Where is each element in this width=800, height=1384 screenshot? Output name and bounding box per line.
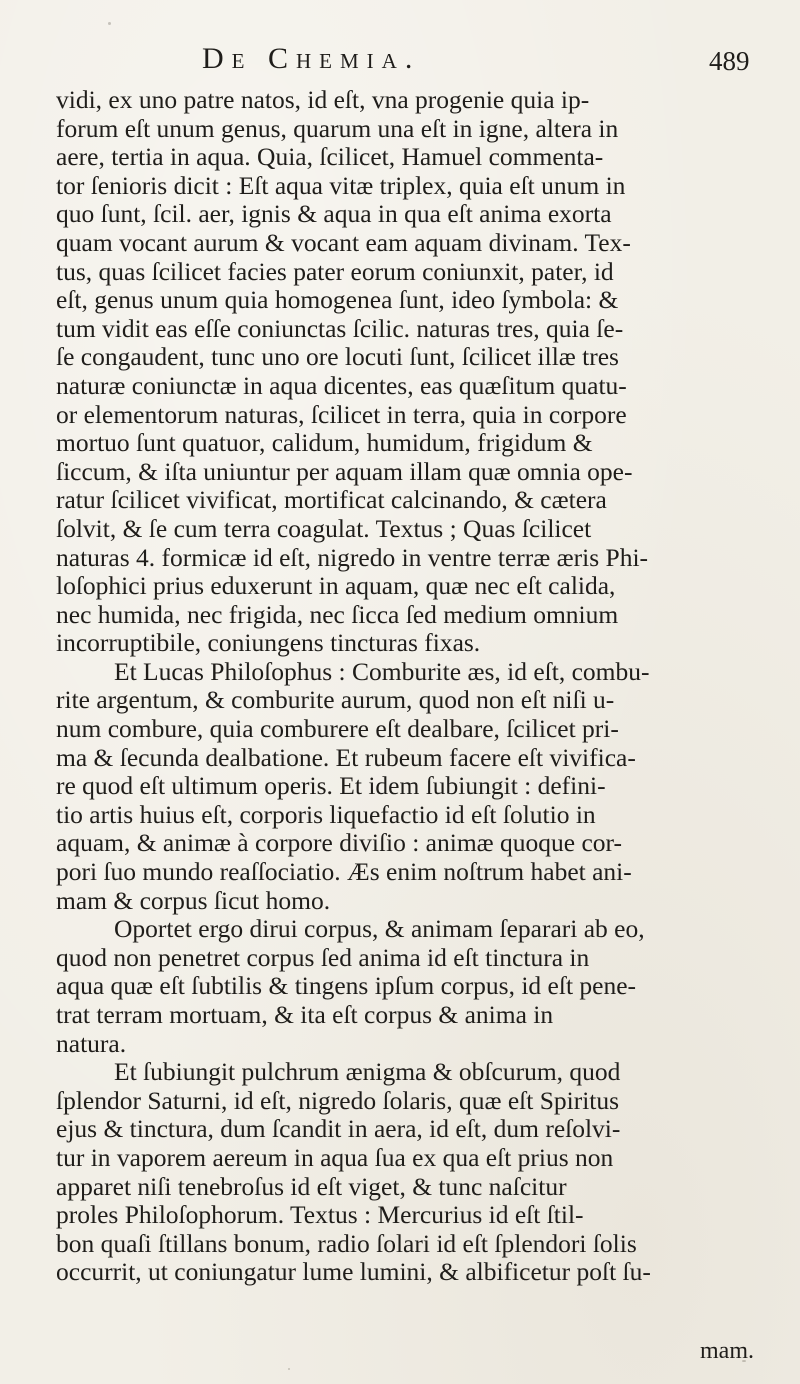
text-line: forum eſt unum genus, quarum una eſt in igne, altera in xyxy=(56,113,619,143)
text-line: mortuo ſunt quatuor, calidum, humidum, frigidum & xyxy=(56,428,593,458)
running-title: De Chemia. xyxy=(202,42,421,75)
text-line: occurrit, ut coniungatur lume lumini, & albificetur poſt ſu- xyxy=(56,1257,651,1287)
text-line: proles Philoſophorum. Textus : Mercurius id eſt ſtil- xyxy=(56,1200,584,1230)
text-line: re quod eſt ultimum operis. Et idem ſubiungit : defini- xyxy=(56,771,606,801)
text-line: aquam, & animæ à corpore diviſio : animæ quoque cor- xyxy=(56,828,623,858)
text-line: tum vidit eas eſſe coniunctas ſcilic. naturas tres, quia ſe- xyxy=(56,313,624,343)
text-line: aere, tertia in aqua. Quia, ſcilicet, Hamuel commenta- xyxy=(56,142,604,172)
text-line: tur in vaporem aereum in aqua ſua ex qua eſt prius non xyxy=(56,1142,614,1172)
text-line: aqua quæ eſt ſubtilis & tingens ipſum corpus, id eſt pene- xyxy=(56,971,637,1001)
text-line: Et Lucas Philoſophus : Comburite æs, id eſt, combu- xyxy=(114,656,650,686)
text-line: ſiccum, & iſta uniuntur per aquam illam quæ omnia ope- xyxy=(56,456,633,486)
paper-speck xyxy=(108,22,111,25)
text-line: rite argentum, & comburite aurum, quod non eſt niſi u- xyxy=(56,685,615,715)
text-line: eſt, genus unum quia homogenea ſunt, ideo ſymbola: & xyxy=(56,285,619,315)
catchword: mam. xyxy=(700,1338,754,1364)
page-number: 489 xyxy=(709,46,750,76)
text-line: pori ſuo mundo reaſſociatio. Æs enim noſtrum habet ani- xyxy=(56,857,632,887)
text-line: or elementorum naturas, ſcilicet in terra, quia in corpore xyxy=(56,399,627,429)
text-line: quo ſunt, ſcil. aer, ignis & aqua in qua eſt anima exorta xyxy=(56,199,612,229)
text-line: naturas 4. formicæ id eſt, nigredo in ventre terræ æris Phi- xyxy=(56,542,649,572)
text-line: vidi, ex uno patre natos, id eſt, vna progenie quia ip- xyxy=(56,85,590,114)
text-line: ſe congaudent, tunc uno ore locuti ſunt, ſcilicet illæ tres xyxy=(56,342,619,372)
text-line: apparet niſi tenebroſus id eſt viget, & tunc naſcitur xyxy=(56,1171,567,1201)
text-line: Et ſubiungit pulchrum ænigma & obſcurum, quod xyxy=(114,1057,621,1087)
text-line: quod non penetret corpus ſed anima id eſt tinctura in xyxy=(56,942,590,972)
text-line: mam & corpus ſicut homo. xyxy=(56,885,331,915)
text-line: tio artis huius eſt, corporis liquefactio id eſt ſolutio in xyxy=(56,799,596,829)
text-line: tus, quas ſcilicet facies pater eorum coniunxit, pater, id xyxy=(56,256,614,286)
body-text xyxy=(56,86,794,1287)
text-line: num combure, quia comburere eſt dealbare, ſcilicet pri- xyxy=(56,714,619,744)
text-line: nec humida, nec frigida, nec ſicca ſed medium omnium xyxy=(56,599,619,629)
text-line: trat terram mortuam, & ita eſt corpus & anima in xyxy=(56,1000,554,1029)
text-line: Oportet ergo dirui corpus, & animam ſeparari ab eo, xyxy=(114,914,645,944)
text-line: natura. xyxy=(56,1028,127,1058)
text-line: ejus & tinctura, dum ſcandit in aera, id eſt, dum reſolvi- xyxy=(56,1114,621,1144)
text-line: ſolvit, & ſe cum terra coagulat. Textus ; Quas ſcilicet xyxy=(56,513,592,543)
paper-speck xyxy=(288,1368,290,1370)
text-line: naturæ coniunctæ in aqua dicentes, eas quæſitum quatu- xyxy=(56,370,627,400)
text-line: tor ſenioris dicit : Eſt aqua vitæ triplex, quia eſt unum in xyxy=(56,170,626,200)
text-line: bon quaſi ſtillans bonum, radio ſolari id eſt ſplendori ſolis xyxy=(56,1228,637,1258)
text-line: ratur ſcilicet vivificat, mortificat calcinando, & cætera xyxy=(56,485,607,515)
text-line: ſplendor Saturni, id eſt, nigredo ſolaris, quæ eſt Spiritus xyxy=(56,1085,620,1115)
text-line: loſophici prius eduxerunt in aquam, quæ nec eſt calida, xyxy=(56,571,616,601)
text-line: quam vocant aurum & vocant eam aquam divinam. Tex- xyxy=(56,227,631,257)
text-line: incorruptibile, coniungens tincturas fixas. xyxy=(56,628,481,658)
page-header xyxy=(0,42,800,86)
text-line: ma & ſecunda dealbatione. Et rubeum facere eſt vivifica- xyxy=(56,742,636,772)
paper-speck xyxy=(742,1360,746,1362)
